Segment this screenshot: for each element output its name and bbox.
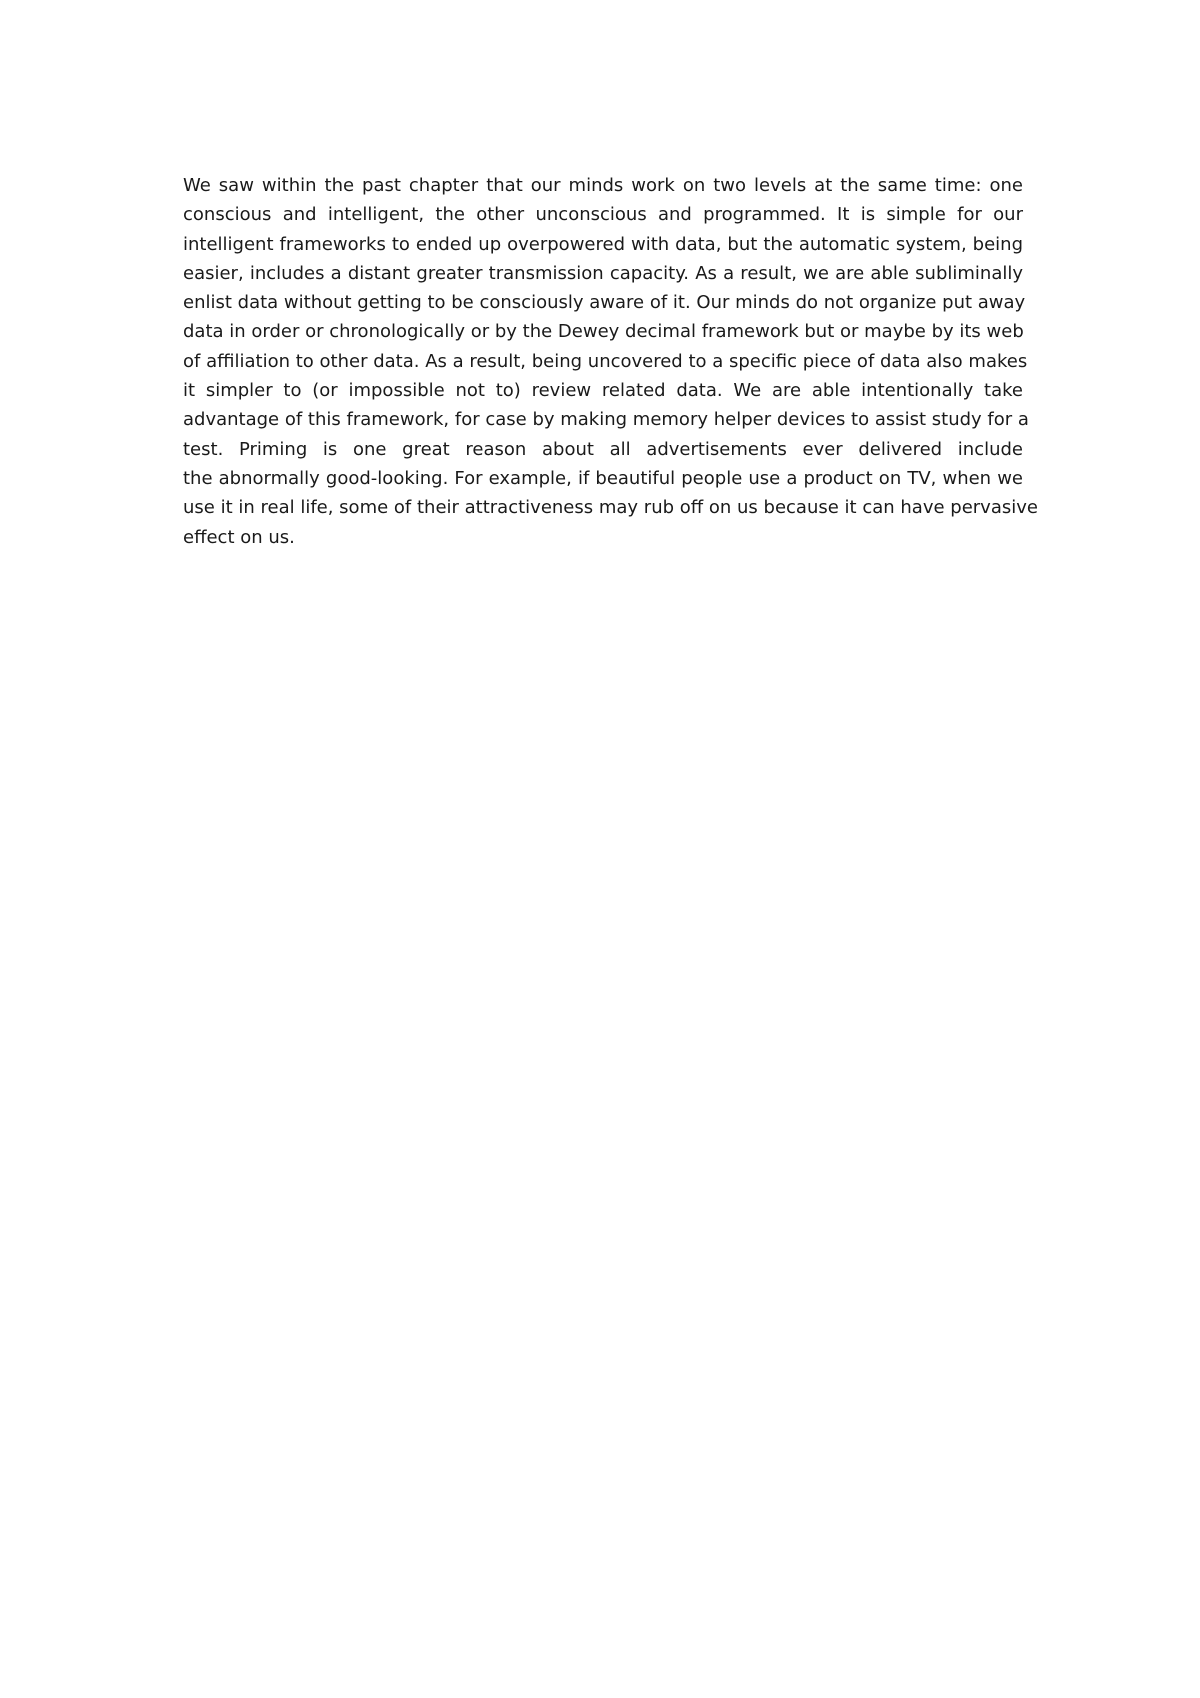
paragraph-line: use it in real life, some of their attractiveness may rub off on us because it can have pervasive (183, 497, 1038, 519)
paragraph-line: easier, includes a distant greater transmission capacity. As a result, we are able subliminally (183, 262, 1023, 284)
paragraph-line: conscious and intelligent, the other unconscious and programmed. It is simple for our (183, 204, 1023, 226)
paragraph-line: the abnormally good-looking. For example, if beautiful people use a product on TV, when we (183, 467, 1023, 489)
paragraph-line: enlist data without getting to be consciously aware of it. Our minds do not organize put away (183, 292, 1026, 314)
paragraph-line: of affiliation to other data. As a result, being uncovered to a specific piece of data also makes (183, 350, 1028, 372)
paragraph-line: intelligent frameworks to ended up overpowered with data, but the automatic system, being (183, 233, 1023, 255)
paragraph-line: We saw within the past chapter that our minds work on two levels at the same time: one (183, 175, 1023, 196)
paragraph-line: data in order or chronologically or by the Dewey decimal framework but or maybe by its web (183, 321, 1024, 343)
paragraph-line: advantage of this framework, for case by making memory helper devices to assist study for a (183, 409, 1029, 431)
body-paragraph (183, 171, 1038, 552)
paragraph-line: effect on us. (183, 526, 295, 548)
paragraph-line: it simpler to (or impossible not to) review related data. We are able intentionally take (183, 380, 1023, 402)
paragraph-line: test. Priming is one great reason about all advertisements ever delivered include (183, 438, 1023, 460)
